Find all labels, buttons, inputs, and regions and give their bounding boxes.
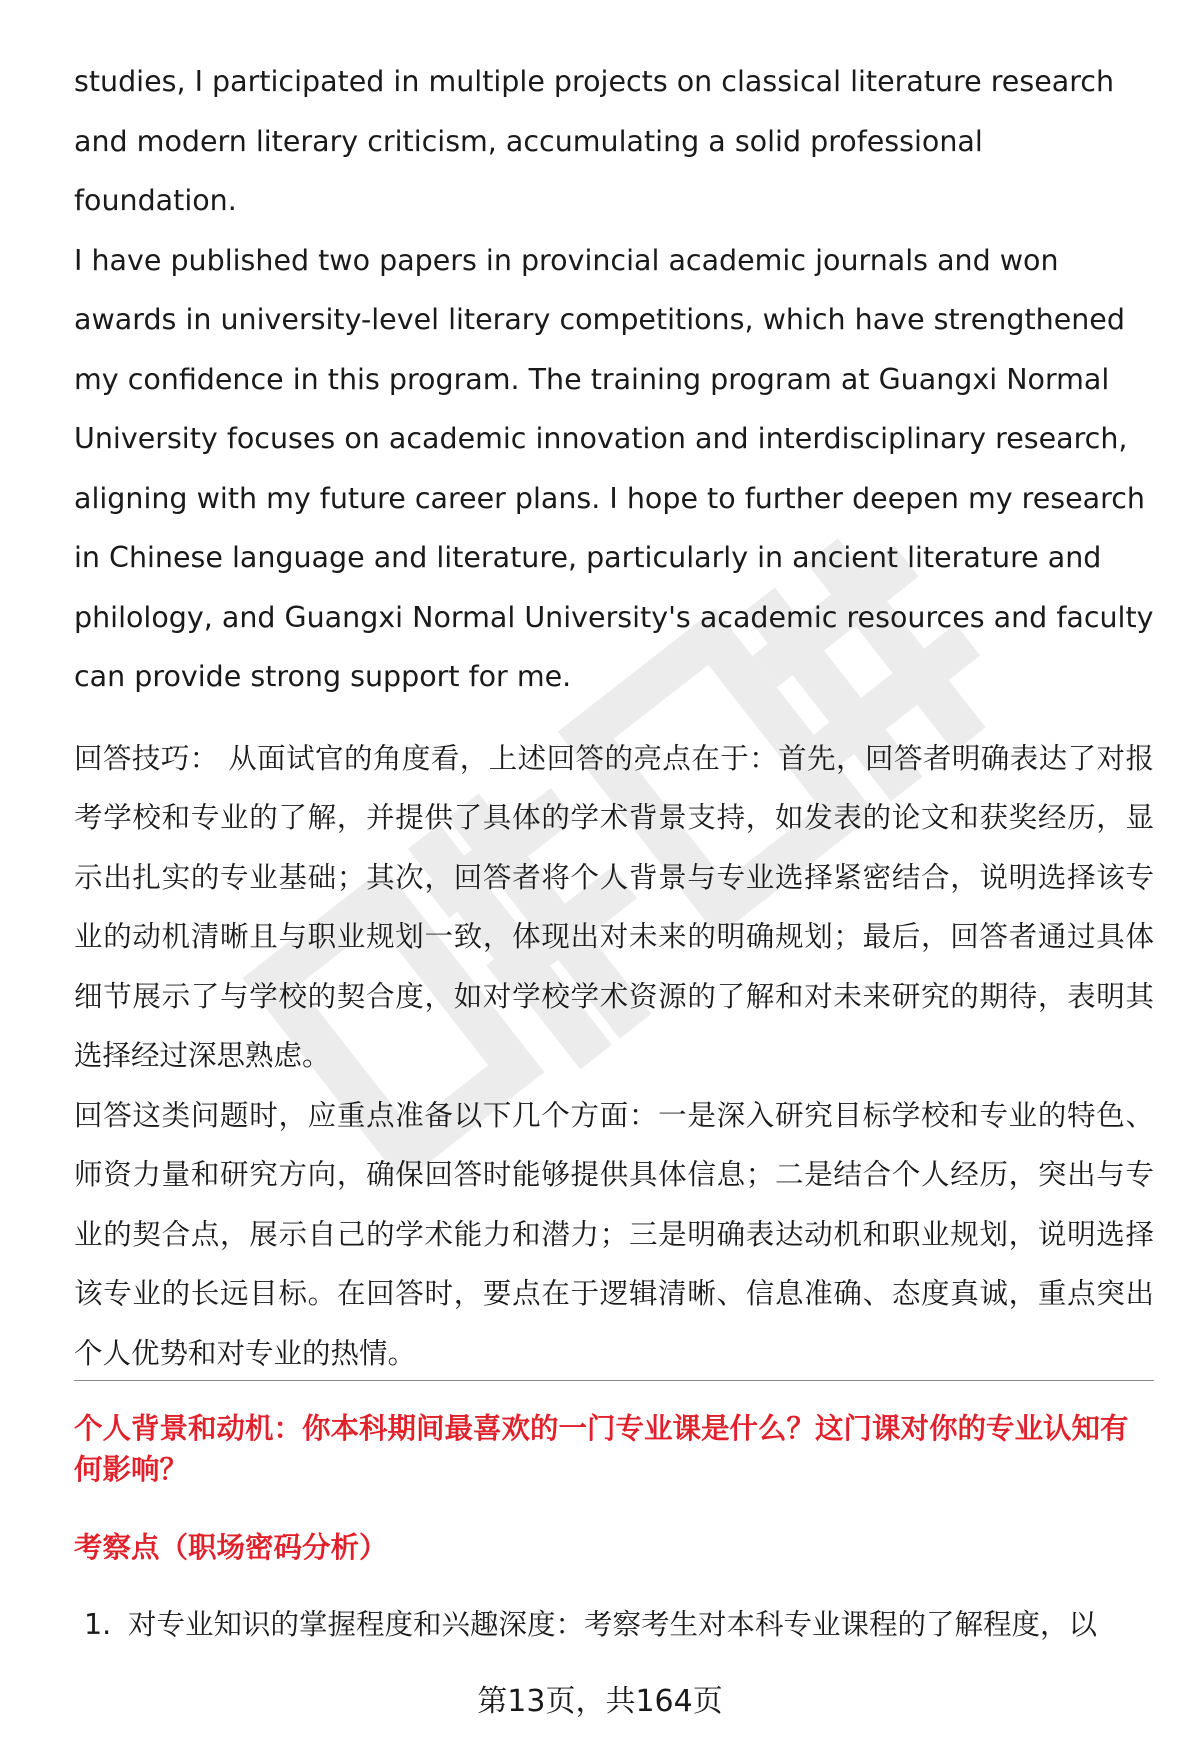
answer-line: studies, I participated in multiple projects on classical literature research (74, 65, 1115, 98)
answer-line: philology, and Guangxi Normal University's academic resources and faculty (74, 600, 1154, 634)
tips-paragraph: 回答技巧： 从面试官的角度看，上述回答的亮点在于：首先，回答者明确表达了对报考学校和专业的了解，并提供了具体的学术背景支持，如发表的论文和获奖经历，显示出扎实的专业基础；其次，回答者将个人背景与专业选择紧密结合，说明选择该专业的动机清晰且与职业规划一致，体现出对未来的明确规划；最后，回答者通过具体细节展示了与学校的契合度，如对学校学术资源的了解和对未来研究的期待，表明其选择经过深思熟虑。 (74, 741, 1154, 1072)
interview-question: 个人背景和动机：你本科期间最喜欢的一门专业课是什么？这门课对你的专业认知有何影响？ (74, 1412, 1129, 1486)
page-number: 第13页，共164页 (477, 1684, 723, 1719)
list-item (84, 1605, 1154, 1645)
section-divider (74, 1380, 1154, 1381)
answer-line: I have published two papers in provincial academic journals and won (74, 243, 1059, 277)
answer-line: in Chinese language and literature, particularly in ancient literature and (74, 541, 1102, 574)
answer-line: can provide strong support for me. (74, 660, 572, 693)
answer-line: University focuses on academic innovation and interdisciplinary research, (74, 422, 1128, 455)
answer-line: and modern literary criticism, accumulating a solid professional foundation. (74, 124, 983, 217)
english-answer-paragraph (74, 52, 1154, 707)
document-body (74, 52, 1154, 1383)
section-heading: 考察点（职场密码分析） (74, 1531, 388, 1564)
preparation-paragraph: 回答这类问题时，应重点准备以下几个方面：一是深入研究目标学校和专业的特色、师资力量和研究方向，确保回答时能够提供具体信息；二是结合个人经历，突出与专业的契合点，展示自己的学术能力和潜力；三是明确表达动机和职业规划，说明选择该专业的长远目标。在回答时，要点在于逻辑清晰、信息准确、态度真诚，重点突出个人优势和对专业的热情。 (74, 1098, 1154, 1370)
list-item-text: 对专业知识的掌握程度和兴趣深度：考察考生对本科专业课程的了解程度，以 (128, 1608, 1098, 1641)
answer-line: awards in university-level literary competitions, which have strengthened (74, 303, 1125, 336)
list-item-number: 1. (84, 1608, 112, 1641)
assessment-list (84, 1605, 1154, 1645)
answer-line: aligning with my future career plans. I hope to further deepen my research (74, 481, 1145, 515)
answer-line: my confidence in this program. The training program at Guangxi Normal (74, 362, 1110, 396)
